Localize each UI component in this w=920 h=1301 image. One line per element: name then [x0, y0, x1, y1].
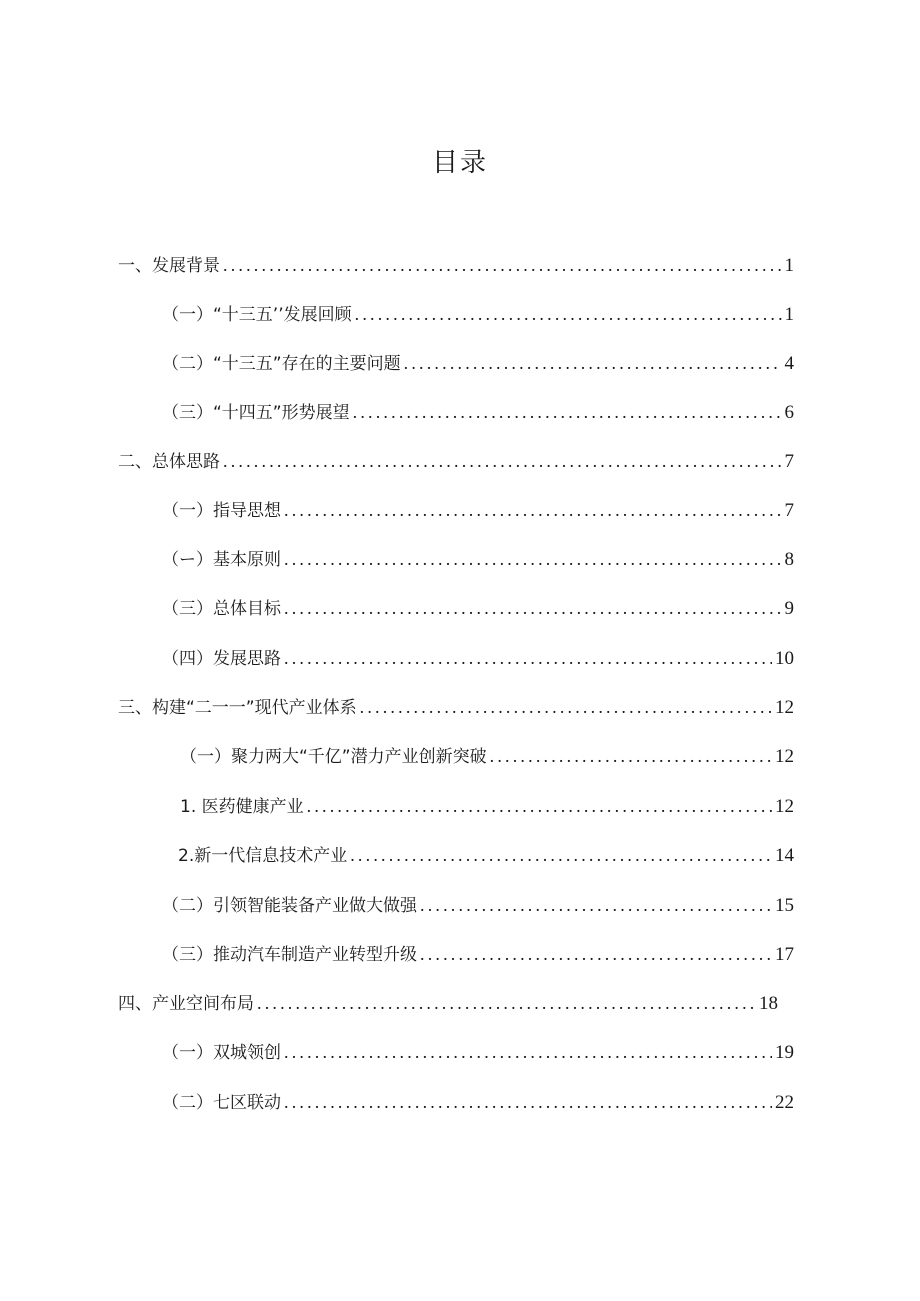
toc-entry-label: （二）七区联动	[162, 1093, 281, 1113]
toc-page-number: 1	[784, 304, 794, 325]
toc-entry[interactable]	[162, 1038, 794, 1066]
toc-entry-label: 三、构建“二一一”现代产业体系	[118, 698, 357, 718]
toc-entry[interactable]	[118, 447, 794, 475]
toc-page-number: 6	[784, 402, 794, 423]
toc-entry[interactable]	[180, 742, 794, 770]
toc-entry-label: （三）推动汽车制造产业转型升级	[162, 945, 417, 965]
toc-dot-leader	[353, 398, 782, 426]
toc-dot-leader	[284, 644, 772, 672]
toc-dot-leader	[350, 841, 772, 869]
toc-entry[interactable]	[162, 300, 794, 328]
toc-page-number: 15	[775, 895, 794, 916]
toc-entry[interactable]	[162, 349, 794, 377]
toc-entry-label: （一）聚力两大“千亿”潜力产业创新突破	[180, 747, 487, 767]
toc-page-number: 8	[784, 549, 794, 570]
toc-dot-leader	[284, 496, 782, 524]
toc-entry-label: （一）指导思想	[162, 501, 281, 521]
toc-page-number: 10	[775, 648, 794, 669]
toc-dot-leader	[223, 447, 782, 475]
toc-dot-leader	[420, 891, 772, 919]
toc-entry-label: （二）引领智能装备产业做大做强	[162, 896, 417, 916]
toc-entry[interactable]	[162, 940, 794, 968]
toc-page-number: 1	[784, 255, 794, 276]
toc-dot-leader	[420, 940, 772, 968]
page-title: 目录	[431, 148, 488, 178]
toc-dot-leader	[490, 742, 772, 770]
toc-entry[interactable]	[118, 989, 778, 1017]
toc-entry-label: （ー）基本原则	[162, 550, 281, 570]
toc-entry[interactable]	[118, 693, 794, 721]
toc-entry[interactable]	[162, 496, 794, 524]
toc-dot-leader	[284, 594, 782, 622]
toc-entry-label: （一）双城领创	[162, 1043, 281, 1063]
toc-entry-label: （二）“十三五”存在的主要问题	[162, 354, 401, 374]
toc-page-number: 12	[775, 796, 794, 817]
toc-dot-leader	[284, 1088, 772, 1116]
toc-page-number: 18	[759, 993, 778, 1014]
toc-page-number: 19	[775, 1042, 794, 1063]
toc-page-number: 12	[775, 697, 794, 718]
toc-page-number: 4	[784, 353, 794, 374]
toc-entry[interactable]	[162, 398, 794, 426]
toc-entry[interactable]	[162, 644, 794, 672]
toc-entry-label: 二、总体思路	[118, 452, 220, 472]
toc-entry-label: （三）“十四五”形势展望	[162, 403, 350, 423]
toc-dot-leader	[307, 792, 772, 820]
toc-dot-leader	[257, 989, 756, 1017]
toc-page-number: 9	[784, 598, 794, 619]
toc-dot-leader	[284, 1038, 772, 1066]
toc-entry[interactable]	[162, 545, 794, 573]
toc-entry-label: 四、产业空间布局	[118, 994, 254, 1014]
toc-entry[interactable]	[178, 841, 794, 869]
toc-entry-label: 2.新一代信息技术产业	[178, 846, 348, 866]
toc-entry[interactable]	[162, 594, 794, 622]
toc-entry[interactable]	[162, 891, 794, 919]
toc-entry-label: 一、发展背景	[118, 256, 220, 276]
toc-entry-label: （一）“十三五’’发展回顾	[162, 305, 352, 325]
toc-entry[interactable]	[162, 1088, 794, 1116]
toc-entry[interactable]	[118, 251, 794, 279]
toc-entry-label: （三）总体目标	[162, 599, 281, 619]
toc-dot-leader	[404, 349, 782, 377]
toc-page-number: 7	[784, 451, 794, 472]
toc-page-number: 17	[775, 944, 794, 965]
toc-dot-leader	[355, 300, 782, 328]
toc-entry-label: 1. 医药健康产业	[180, 797, 304, 817]
toc-dot-leader	[223, 251, 782, 279]
toc-entry-label: （四）发展思路	[162, 649, 281, 669]
toc-page-number: 22	[775, 1092, 794, 1113]
toc-page-number: 14	[775, 845, 794, 866]
toc-dot-leader	[284, 545, 782, 573]
toc-page-number: 7	[784, 500, 794, 521]
toc-entry[interactable]	[180, 792, 794, 820]
toc-dot-leader	[360, 693, 772, 721]
toc-page-number: 12	[775, 746, 794, 767]
